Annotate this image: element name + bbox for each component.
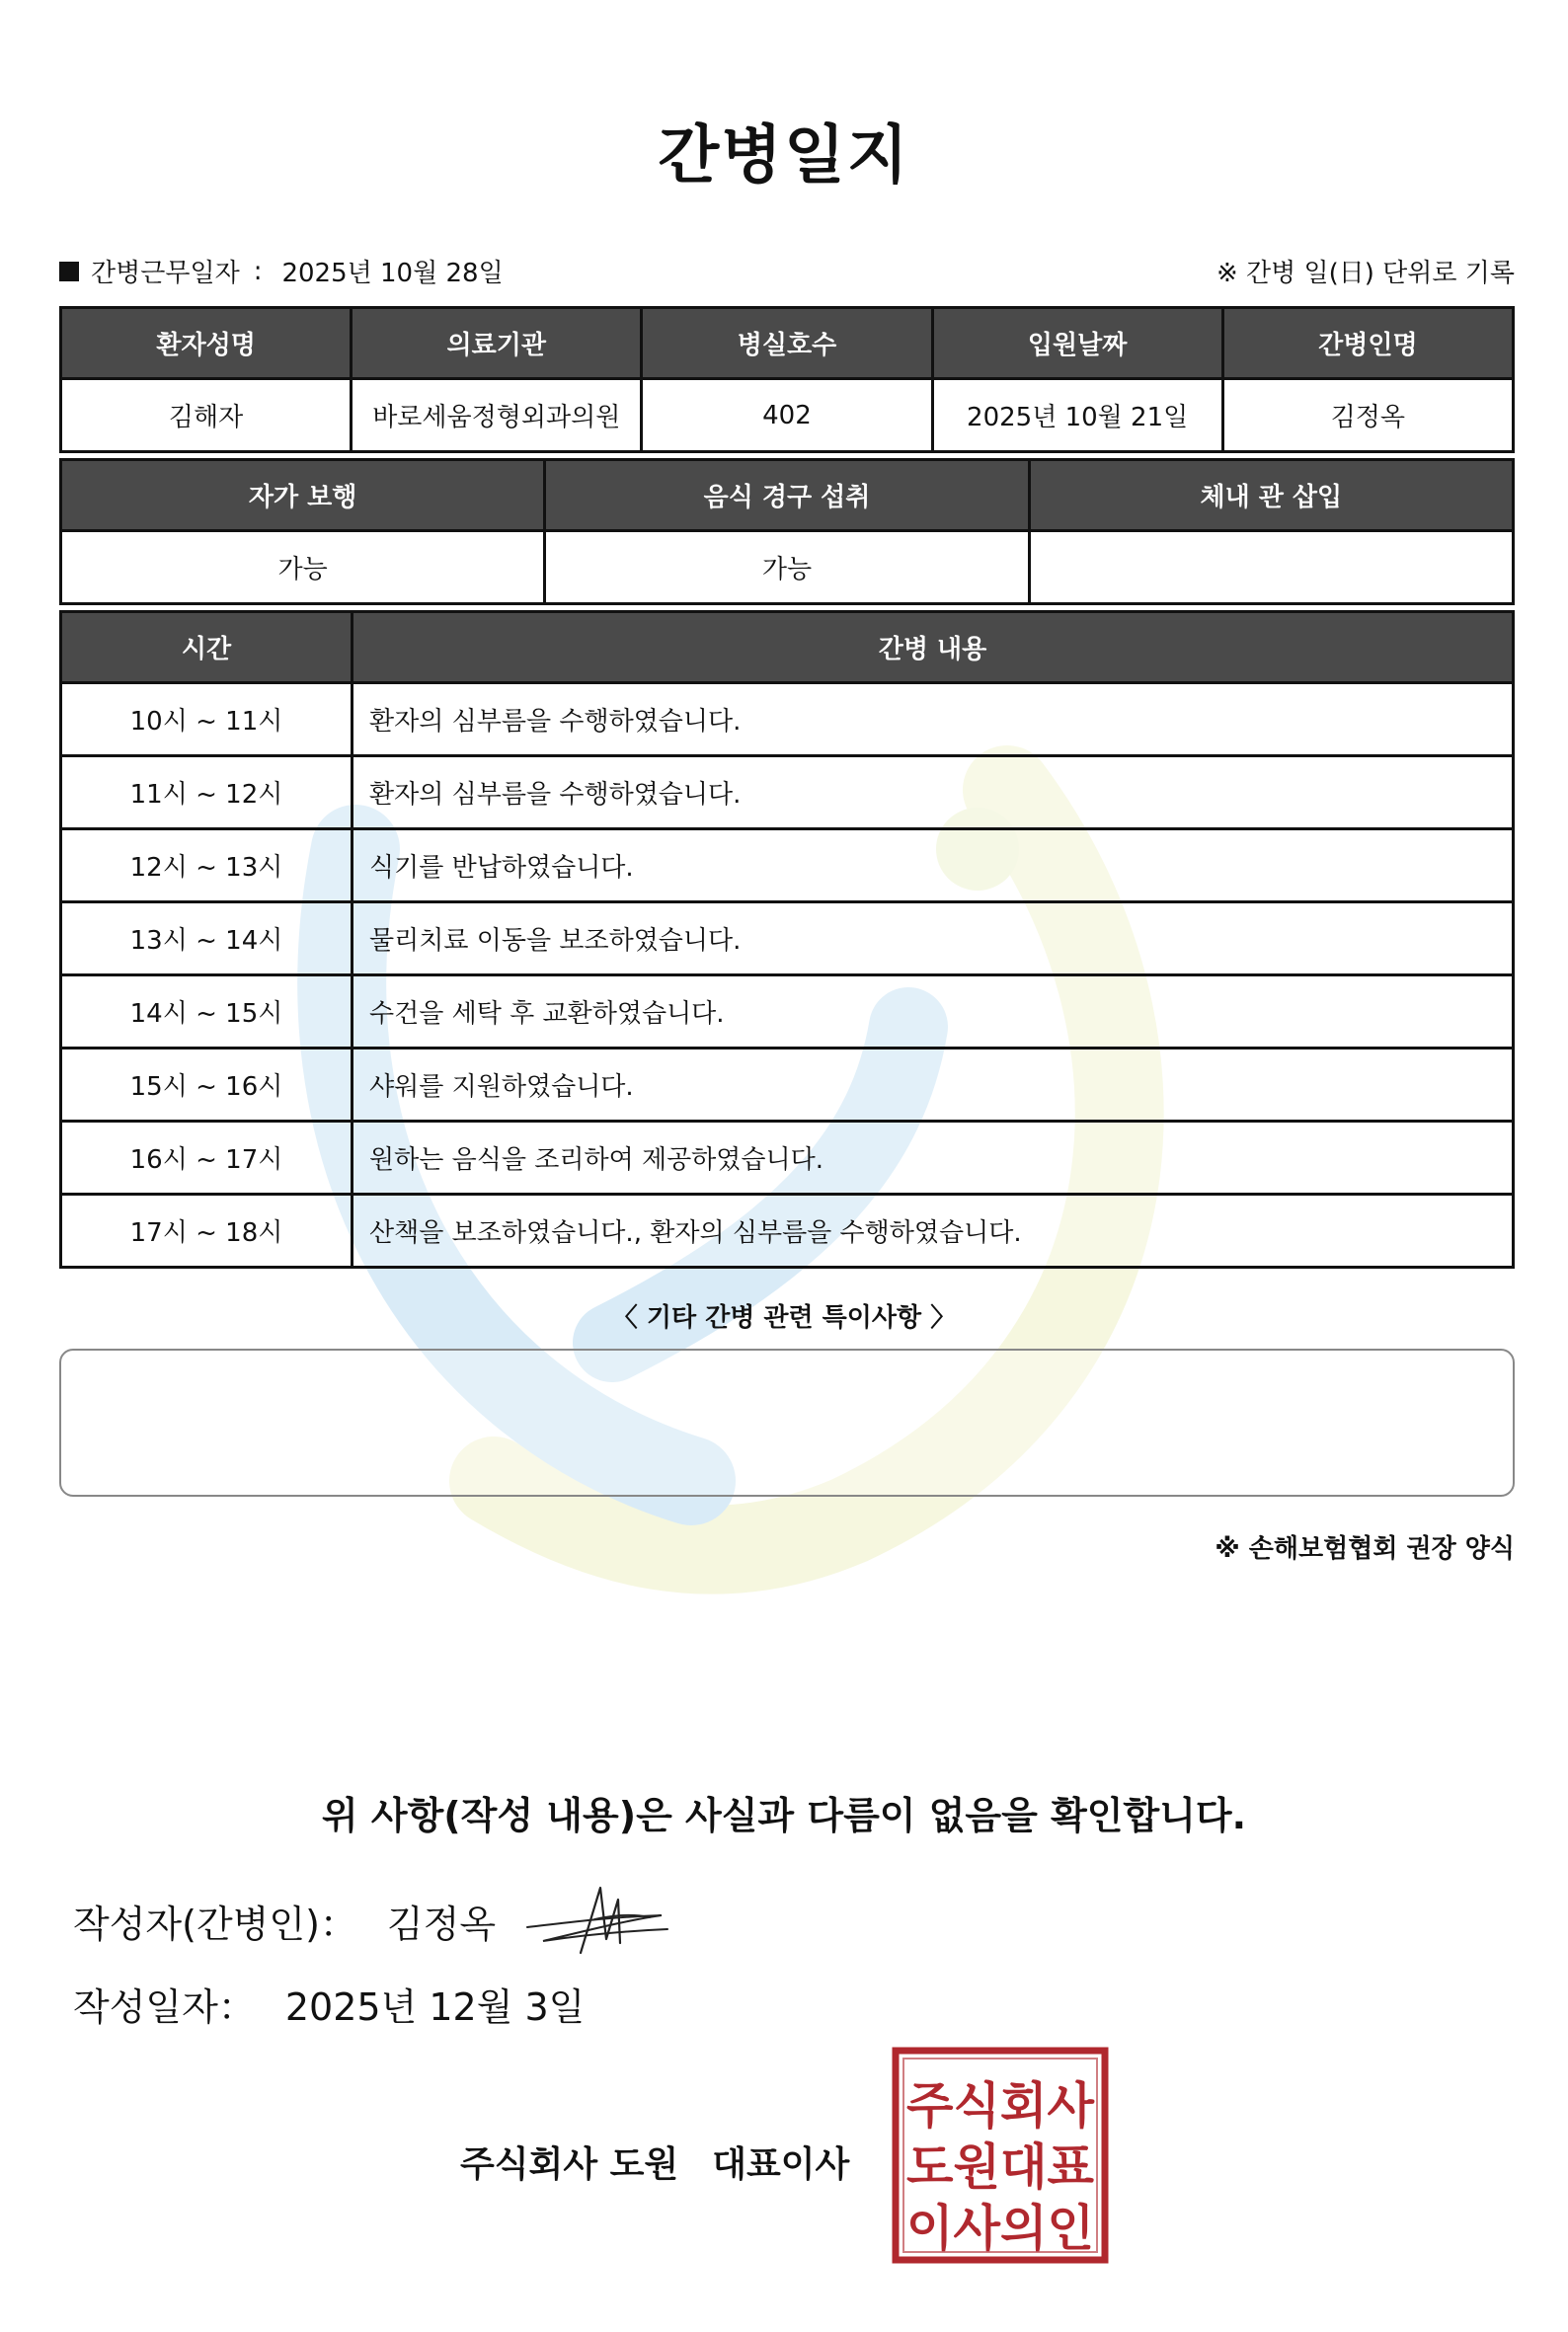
time-cell: 13시 ~ 14시: [61, 902, 353, 975]
header-self-walking: 자가 보행: [61, 460, 545, 531]
writer-label: 작성자(간병인)：: [73, 1903, 357, 1946]
svg-text:이사의인: 이사의인: [906, 2200, 1094, 2257]
header-caregiver-name: 간병인명: [1222, 308, 1513, 379]
content-cell: 환자의 심부름을 수행하였습니다.: [353, 683, 1514, 756]
header-admission-date: 입원날짜: [932, 308, 1222, 379]
special-notes-title: 〈 기타 간병 관련 특이사항 〉: [611, 1303, 957, 1333]
svg-text:주식회사: 주식회사: [906, 2077, 1095, 2135]
table-row: [61, 975, 1514, 1049]
patient-status-value-row: [61, 531, 1514, 604]
company-name: 주식회사 도원: [460, 2144, 679, 2185]
record-unit-note: ※ 간병 일(日) 단위로 기록: [1215, 259, 1515, 288]
table-row: [61, 902, 1514, 975]
header-tube-insertion: 체내 관 삽입: [1029, 460, 1513, 531]
company-ceo-title: 대표이사: [712, 2144, 850, 2185]
patient-name-value: 김해자: [61, 379, 352, 452]
square-bullet-icon: [59, 262, 79, 281]
signature-image: [523, 1880, 671, 1959]
writer-line: [73, 1894, 496, 1948]
special-notes-box: [59, 1349, 1515, 1497]
header-patient-name: 환자성명: [61, 308, 352, 379]
work-date-label: 간병근무일자: [91, 259, 240, 288]
patient-info-value-row: [61, 379, 1514, 452]
patient-status-table: [59, 458, 1515, 605]
table-row: [61, 829, 1514, 902]
oral-intake-value: 가능: [545, 531, 1029, 604]
table-row: [61, 683, 1514, 756]
work-date-colon: :: [253, 256, 263, 286]
table-row: [61, 1195, 1514, 1268]
header-care-content: 간병 내용: [353, 612, 1514, 683]
header-room-number: 병실호수: [642, 308, 932, 379]
table-row: [61, 756, 1514, 829]
time-cell: 17시 ~ 18시: [61, 1195, 353, 1268]
company-seal-stamp: [891, 2046, 1110, 2265]
document-title: 간병일지: [658, 119, 910, 193]
time-cell: 16시 ~ 17시: [61, 1122, 353, 1195]
admission-date-value: 2025년 10월 21일: [932, 379, 1222, 452]
content-cell: 물리치료 이동을 보조하였습니다.: [353, 902, 1514, 975]
content-cell: 원하는 음식을 조리하여 제공하였습니다.: [353, 1122, 1514, 1195]
table-row: [61, 1122, 1514, 1195]
care-log-table: [59, 610, 1515, 1269]
content-cell: 식기를 반납하였습니다.: [353, 829, 1514, 902]
caregiver-name-value: 김정옥: [1222, 379, 1513, 452]
time-cell: 11시 ~ 12시: [61, 756, 353, 829]
svg-text:도원대표: 도원대표: [906, 2138, 1095, 2196]
time-cell: 10시 ~ 11시: [61, 683, 353, 756]
table-row: [61, 1049, 1514, 1122]
header-time: 시간: [61, 612, 353, 683]
care-log-header-row: [61, 612, 1514, 683]
tube-insertion-value: [1029, 531, 1513, 604]
written-date-label: 작성일자：: [73, 1985, 256, 2029]
work-date-value: 2025년 10월 28일: [281, 259, 504, 288]
writer-name: 김정옥: [386, 1903, 497, 1946]
medical-institution-value: 바로세움정형외과의원: [352, 379, 642, 452]
work-date: [59, 253, 504, 289]
time-cell: 14시 ~ 15시: [61, 975, 353, 1049]
patient-status-header-row: [61, 460, 1514, 531]
meta-row: [59, 253, 1515, 288]
content-cell: 샤워를 지원하였습니다.: [353, 1049, 1514, 1122]
time-cell: 12시 ~ 13시: [61, 829, 353, 902]
patient-info-table: [59, 306, 1515, 453]
confirmation-statement: 위 사항(작성 내용)은 사실과 다름이 없음을 확인합니다.: [321, 1794, 1247, 1837]
written-date-line: [73, 1977, 585, 2031]
room-number-value: 402: [642, 379, 932, 452]
written-date-value: 2025년 12월 3일: [284, 1985, 586, 2029]
content-cell: 환자의 심부름을 수행하였습니다.: [353, 756, 1514, 829]
time-cell: 15시 ~ 16시: [61, 1049, 353, 1122]
form-source-note: ※ 손해보험협회 권장 양식: [1215, 1534, 1515, 1564]
company-line: [460, 2137, 849, 2187]
header-medical-institution: 의료기관: [352, 308, 642, 379]
content-cell: 수건을 세탁 후 교환하였습니다.: [353, 975, 1514, 1049]
content-cell: 산책을 보조하였습니다., 환자의 심부름을 수행하였습니다.: [353, 1195, 1514, 1268]
patient-info-header-row: [61, 308, 1514, 379]
header-oral-intake: 음식 경구 섭취: [545, 460, 1029, 531]
self-walking-value: 가능: [61, 531, 545, 604]
